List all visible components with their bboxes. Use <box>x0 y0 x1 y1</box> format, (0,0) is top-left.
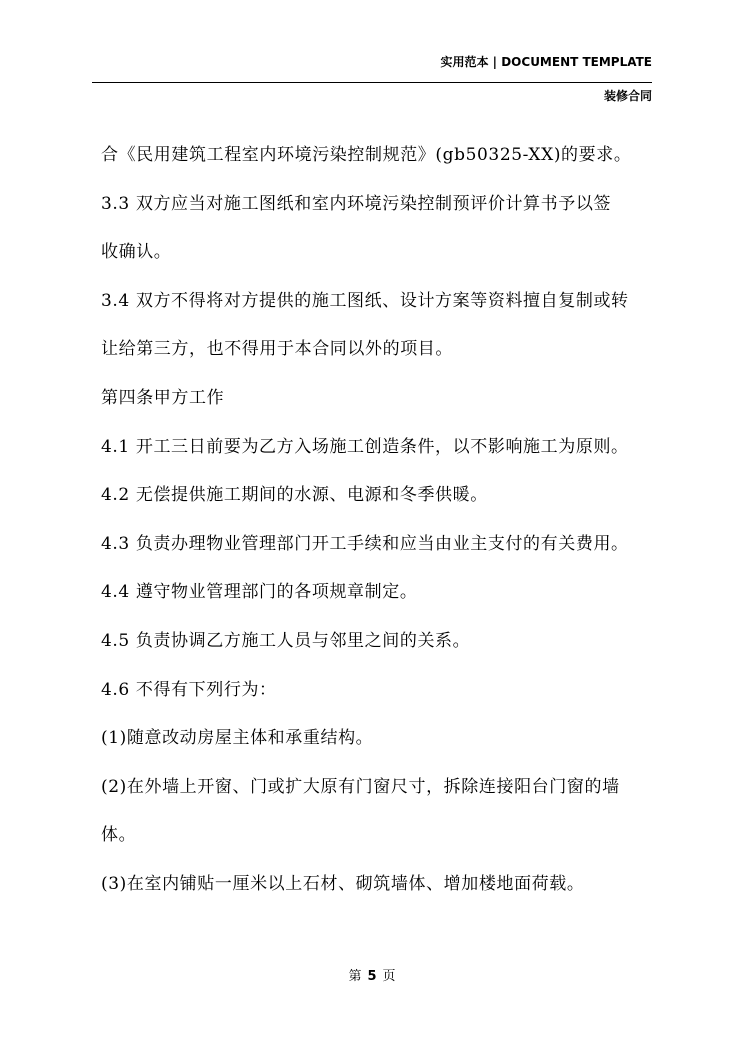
section-heading: 第四条甲方工作 <box>101 387 225 408</box>
body-line: 3.3 双方应当对施工图纸和室内环境污染控制预评价计算书予以签 <box>101 193 612 214</box>
header-subtitle: 装修合同 <box>603 89 652 103</box>
body-line: 3.4 双方不得将对方提供的施工图纸、设计方案等资料擅自复制或转 <box>101 290 629 311</box>
body-line: 4.5 负责协调乙方施工人员与邻里之间的关系。 <box>101 630 471 651</box>
page-suffix: 页 <box>382 969 396 984</box>
body-line: 4.3 负责办理物业管理部门开工手续和应当由业主支付的有关费用。 <box>101 533 629 554</box>
document-body <box>101 140 661 918</box>
body-line: 4.1 开工三日前要为乙方入场施工创造条件，以不影响施工为原则。 <box>101 436 629 457</box>
body-line: (3)在室内铺贴一厘米以上石材、砌筑墙体、增加楼地面荷载。 <box>101 873 585 894</box>
body-line: 4.2 无偿提供施工期间的水源、电源和冬季供暖。 <box>101 485 488 506</box>
page-footer <box>0 965 744 984</box>
body-line: (1)随意改动房屋主体和承重结构。 <box>101 728 374 749</box>
page-number: 5 <box>367 969 377 984</box>
page-prefix: 第 <box>348 969 362 984</box>
body-line: (2)在外墙上开窗、门或扩大原有门窗尺寸，拆除连接阳台门窗的墙 <box>101 776 620 797</box>
body-line: 让给第三方，也不得用于本合同以外的项目。 <box>101 339 453 360</box>
body-line: 体。 <box>101 825 137 846</box>
body-line: 4.6 不得有下列行为： <box>101 679 277 700</box>
body-line: 合《民用建筑工程室内环境污染控制规范》(gb50325-XX)的要求。 <box>101 145 632 165</box>
header-divider <box>92 82 652 83</box>
body-line: 收确认。 <box>101 242 172 263</box>
body-line: 4.4 遵守物业管理部门的各项规章制定。 <box>101 582 418 603</box>
header-title: 实用范本 | DOCUMENT TEMPLATE <box>440 55 652 69</box>
